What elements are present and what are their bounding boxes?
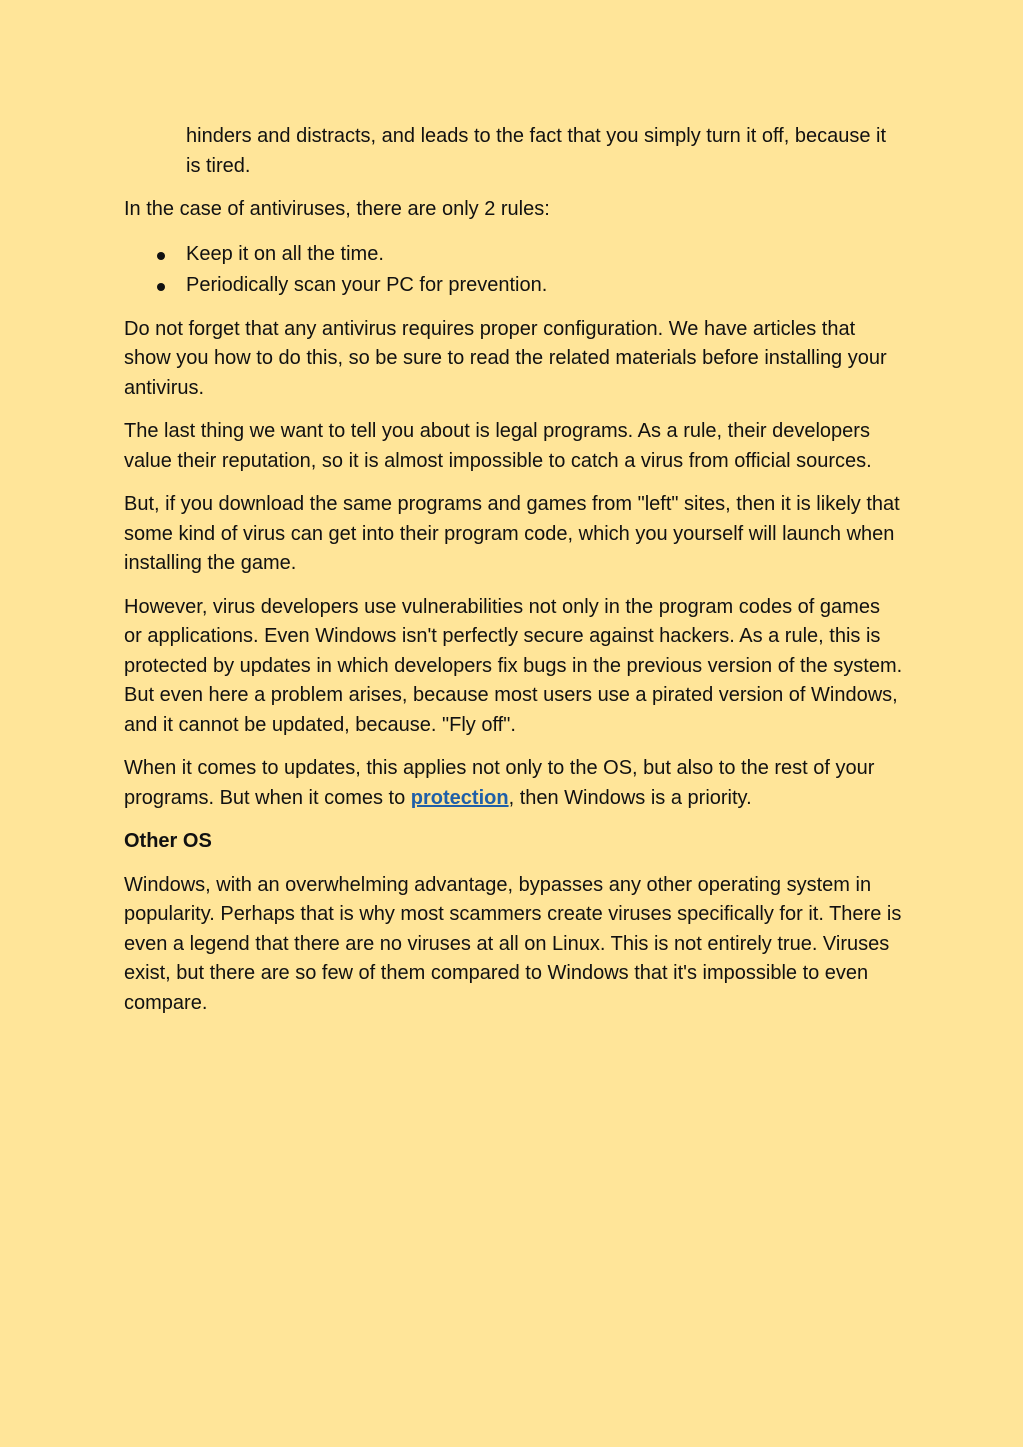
bullet-icon bbox=[157, 283, 165, 291]
protection-link[interactable]: protection bbox=[410, 786, 509, 809]
other-os-paragraph: Windows, with an overwhelming advantage, bypasses any other operating system in popularity. Perhaps that is why most scammers create viruses specifically for it. There is even a legend that there are no viruses at all on Linux. This is not entirely true. Viruses exist, but there are so few of them compared to Windows that it's impossible to even compare. bbox=[124, 873, 902, 1014]
rule-text: Periodically scan your PC for prevention. bbox=[186, 273, 548, 296]
left-sites-paragraph: But, if you download the same programs and games from "left" sites, then it is likely that some kind of virus can get into their program code, which you yourself will launch when installing the game. bbox=[124, 493, 900, 574]
config-paragraph: Do not forget that any antivirus requires proper configuration. We have articles that show you how to do this, so be sure to read the related materials before installing your antivirus. bbox=[124, 317, 887, 399]
updates-text-before: When it comes to updates, this applies not only to the OS, but also to the rest of your programs. But when it comes to bbox=[124, 757, 875, 809]
vulnerabilities-paragraph: However, virus developers use vulnerabilities not only in the program codes of games or applications. Even Windows isn't perfectly secure against hackers. As a rule, this is protected by updates in which developers fix bugs in the previous version of the system. But even here a problem arises, because most users use a pirated version of Windows, and it cannot be updated, because. "Fly off". bbox=[124, 595, 903, 736]
rule-text: Keep it on all the time. bbox=[186, 242, 384, 265]
other-os-heading: Other OS bbox=[124, 830, 212, 852]
continued-paragraph: hinders and distracts, and leads to the fact that you simply turn it off, because it is tired. bbox=[186, 125, 887, 177]
antivirus-intro: In the case of antiviruses, there are only 2 rules: bbox=[124, 198, 550, 220]
rules-list bbox=[124, 239, 903, 301]
legal-programs-paragraph: The last thing we want to tell you about is legal programs. As a rule, their developers value their reputation, so it is almost impossible to catch a virus from official sources. bbox=[124, 420, 872, 472]
list-item bbox=[124, 239, 903, 270]
bullet-icon bbox=[157, 252, 165, 260]
updates-paragraph bbox=[124, 754, 903, 813]
list-item bbox=[124, 270, 903, 301]
updates-text-after: , then Windows is a priority. bbox=[508, 786, 752, 809]
